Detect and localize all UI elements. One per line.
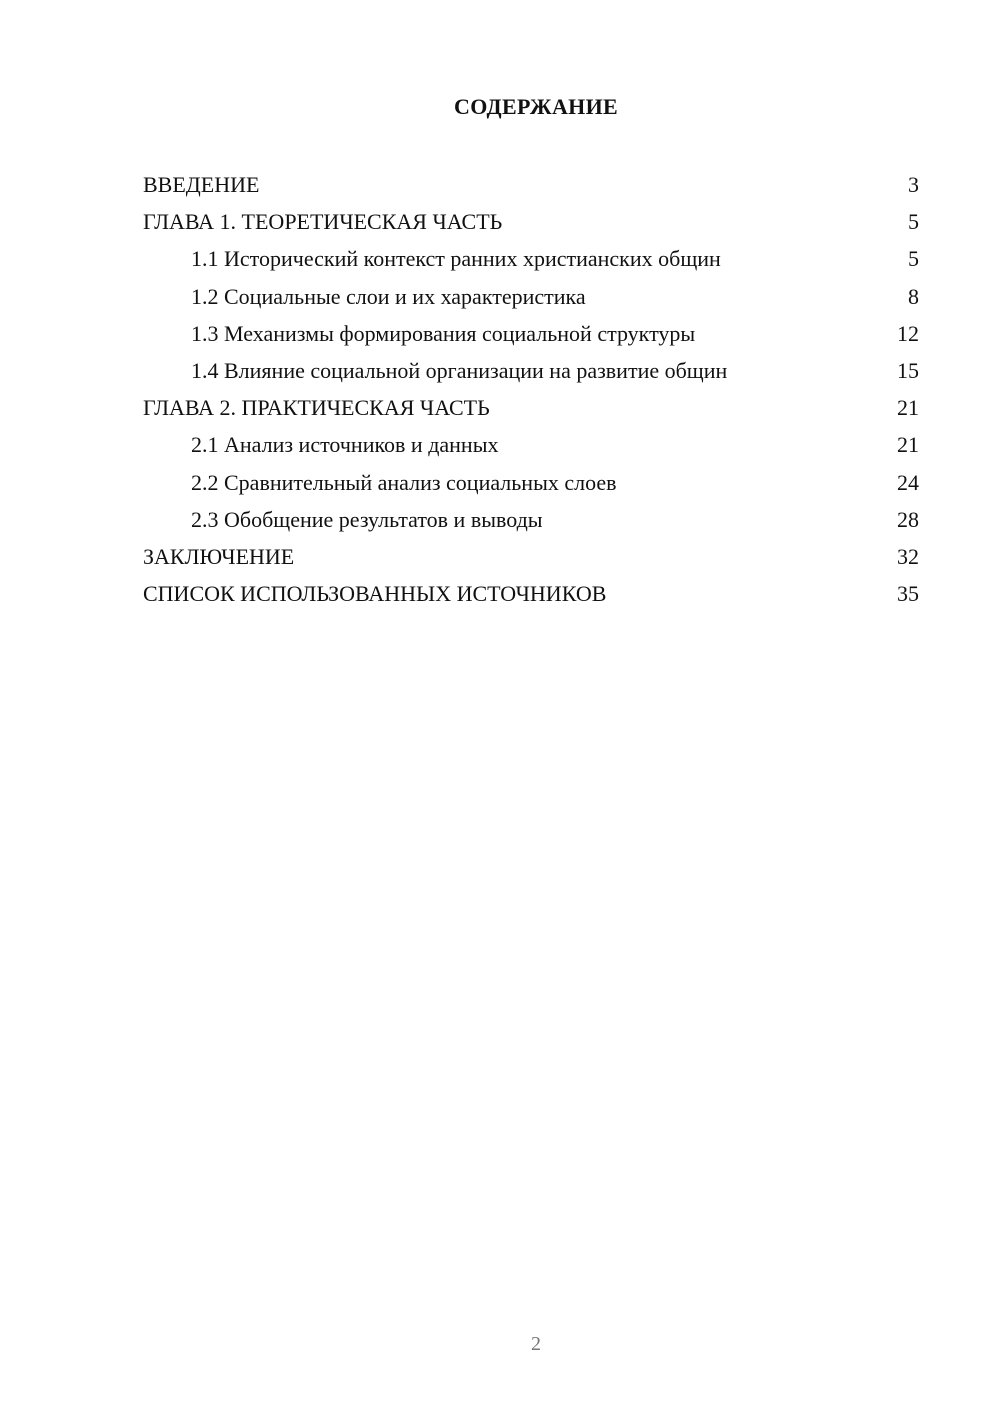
toc-entry-page: 15	[897, 357, 919, 383]
toc-entry-page: 28	[897, 506, 919, 532]
toc-entry-label: ЗАКЛЮЧЕНИЕ	[143, 543, 295, 569]
page-number: 2	[531, 1333, 541, 1355]
toc-entry-page: 21	[897, 395, 919, 421]
toc-title: СОДЕРЖАНИЕ	[454, 94, 618, 119]
toc-entry-label: 1.3 Механизмы формирования социальной структуры	[191, 320, 696, 346]
toc-entry-label: ВВЕДЕНИЕ	[143, 172, 260, 197]
toc-entry-page: 5	[908, 209, 919, 235]
toc-entry-label: 1.2 Социальные слои и их характеристика	[191, 283, 586, 309]
toc-entry-label: 1.4 Влияние социальной организации на развитие общин	[191, 357, 728, 383]
toc-entry-section-1-1[interactable]	[143, 240, 919, 277]
toc-entry-page: 21	[897, 432, 919, 458]
toc-entry-section-2-1[interactable]	[143, 426, 919, 463]
toc-entry-conclusion[interactable]	[143, 538, 919, 575]
toc-entry-chapter-2[interactable]	[143, 389, 919, 426]
toc-entry-label: ГЛАВА 1. ТЕОРЕТИЧЕСКАЯ ЧАСТЬ	[143, 209, 503, 235]
toc-entry-section-2-3[interactable]	[143, 501, 919, 538]
toc-entry-chapter-1[interactable]	[143, 203, 919, 240]
toc-entry-label: 1.1 Исторический контекст ранних христианских общин	[191, 246, 721, 272]
toc-entry-page: 12	[897, 320, 919, 346]
toc-entry-page: 32	[897, 543, 919, 569]
toc-entry-introduction[interactable]	[143, 166, 919, 203]
toc-entry-label: 2.2 Сравнительный анализ социальных слоев	[191, 469, 617, 495]
toc-entry-page: 35	[897, 581, 919, 607]
toc-entry-page: 24	[897, 469, 919, 495]
toc-entry-label: 2.3 Обобщение результатов и выводы	[191, 506, 543, 532]
toc-entry-section-1-4[interactable]	[143, 352, 919, 389]
toc-entry-page: 5	[908, 246, 919, 272]
table-of-contents	[143, 166, 919, 612]
toc-entry-label: ГЛАВА 2. ПРАКТИЧЕСКАЯ ЧАСТЬ	[143, 395, 490, 421]
toc-entry-page: 3	[908, 172, 919, 197]
toc-entry-references[interactable]	[143, 575, 919, 612]
toc-entry-label: СПИСОК ИСПОЛЬЗОВАННЫХ ИСТОЧНИКОВ	[143, 581, 607, 607]
toc-entry-page: 8	[908, 283, 919, 309]
toc-entry-section-2-2[interactable]	[143, 464, 919, 501]
toc-entry-section-1-2[interactable]	[143, 278, 919, 315]
toc-entry-section-1-3[interactable]	[143, 315, 919, 352]
toc-entry-label: 2.1 Анализ источников и данных	[191, 432, 499, 458]
